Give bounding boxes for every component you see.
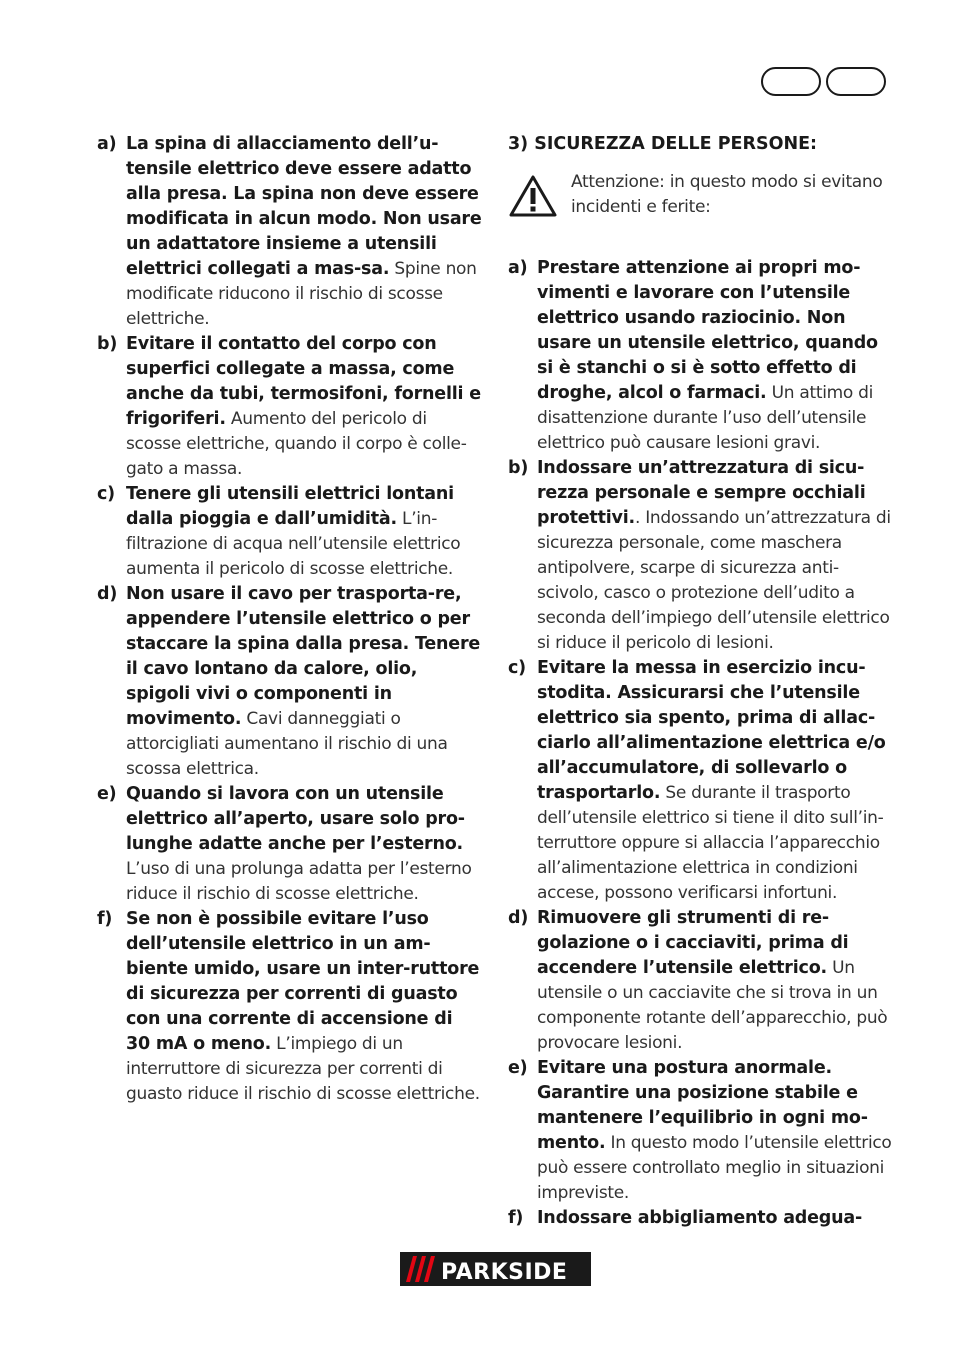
item-explanation: . Indossando un’attrezzatura di sicurezza personale, come maschera antipolvere, scarpe di sicurezza anti-scivolo, casco o protezione dell’udito a seconda dell’impiego dell’utensile elettrico si riduce il pericolo di lesioni. (537, 508, 891, 653)
brand-wordmark: PARKSIDE (441, 1260, 568, 1285)
language-tab[interactable] (826, 67, 886, 96)
item-explanation: Spine non modificate riducono il rischio di scosse elettriche. (126, 259, 477, 329)
list-item (97, 132, 482, 332)
list-item (508, 1056, 893, 1206)
list-item (97, 582, 482, 782)
item-explanation: Cavi danneggiati o attorcigliati aumentano il rischio di una scossa elettrica. (126, 709, 448, 779)
item-label: c) (508, 658, 526, 678)
warning-note (508, 170, 893, 230)
item-instruction: La spina di allacciamento dell’u-tensile elettrico deve essere adatto alla presa. La spina non deve essere modificata in alcun modo. Non usare un adattatore insieme a utensili elettrici collegati a mas-sa. (126, 134, 482, 279)
list-item (508, 656, 893, 906)
list-item (97, 332, 482, 482)
item-instruction: Rimuovere gli strumenti di re-golazione o i cacciaviti, prima di accendere l’utensile elettrico. (537, 908, 849, 978)
item-label: b) (508, 458, 529, 478)
item-label: e) (508, 1058, 528, 1078)
language-tab[interactable] (761, 67, 821, 96)
list-item (97, 782, 482, 907)
item-label: e) (97, 784, 117, 804)
item-instruction: Non usare il cavo per trasporta-re, appendere l’utensile elettrico o per staccare la spina dalla presa. Tenere il cavo lontano da calore, olio, spigoli vivi o componenti in movimento. (126, 584, 481, 729)
item-explanation: Un attimo di disattenzione durante l’uso dell’utensile elettrico può causare lesioni gravi. (537, 383, 873, 453)
warning-triangle-icon (508, 174, 558, 218)
item-instruction: Evitare una postura anormale. Garantire una posizione stabile e mantenere l’equilibrio in ogni mo-mento. (537, 1058, 868, 1153)
right-column (508, 132, 893, 1231)
item-instruction: Evitare la messa in esercizio incu-stodita. Assicurarsi che l’utensile elettrico sia spento, prima di allac-ciarlo all’alimentazione elettrica e/o all’accumulatore, di sollevarlo o trasportarlo. (537, 658, 886, 803)
item-label: f) (508, 1208, 524, 1228)
item-instruction: Evitare il contatto del corpo con superfici collegate a massa, come anche da tubi, termosifoni, fornelli e frigoriferi. (126, 334, 481, 429)
item-instruction: Prestare attenzione ai propri mo-vimenti e lavorare con l’utensile elettrico usando raziocinio. Non usare un utensile elettrico, quando si è stanchi o si è sotto effetto di droghe, alcol o farmaci. (537, 258, 878, 403)
list-item (97, 907, 482, 1107)
list-item (508, 256, 893, 456)
item-explanation: L’in-filtrazione di acqua nell’utensile elettrico aumenta il pericolo di scosse elettriche. (126, 509, 461, 579)
item-label: a) (97, 134, 117, 154)
item-label: f) (97, 909, 113, 929)
item-instruction: Indossare abbigliamento adegua- (537, 1208, 863, 1228)
list-item (508, 456, 893, 656)
item-instruction: Tenere gli utensili elettrici lontani dalla pioggia e dall’umidità. (126, 484, 454, 529)
warning-text: Attenzione: in questo modo si evitano incidenti e ferite: (571, 172, 883, 217)
item-explanation: In questo modo l’utensile elettrico può essere controllato meglio in situazioni impreviste. (537, 1133, 892, 1203)
item-label: b) (97, 334, 118, 354)
item-instruction: Quando si lavora con un utensile elettrico all’aperto, usare solo pro-lunghe adatte anche per l’esterno. (126, 784, 465, 854)
left-column (97, 132, 482, 1107)
item-label: c) (97, 484, 115, 504)
language-tabs (761, 67, 888, 98)
item-explanation: Aumento del pericolo di scosse elettriche, quando il corpo è colle-gato a massa. (126, 409, 467, 479)
item-label: d) (508, 908, 529, 928)
item-instruction: Indossare un’attrezzatura di sicu-rezza personale e sempre occhiali protettivi. (537, 458, 866, 528)
item-label: d) (97, 584, 118, 604)
item-explanation: Un utensile o un cacciavite che si trova in un componente rotante dell’apparecchio, può provocare lesioni. (537, 958, 888, 1053)
item-explanation: L’uso di una prolunga adatta per l’esterno riduce il rischio di scosse elettriche. (126, 859, 472, 904)
section-title: 3) SICUREZZA DELLE PERSONE: (508, 134, 818, 154)
item-label: a) (508, 258, 528, 278)
parkside-logo (400, 1252, 591, 1286)
item-instruction: Se non è possibile evitare l’uso dell’utensile elettrico in un am-biente umido, usare un inter-ruttore di sicurezza per correnti di guasto con una corrente di accensione di 30 mA o meno. (126, 909, 480, 1054)
item-explanation: Se durante il trasporto dell’utensile elettrico si tiene il dito sull’in-terruttore oppure si allaccia l’apparecchio all’alimentazione elettrica in condizioni accese, possono verificarsi infortuni. (537, 783, 884, 903)
item-explanation: L’impiego di un interruttore di sicurezza per correnti di guasto riduce il rischio di scosse elettriche. (126, 1034, 480, 1104)
list-item (97, 482, 482, 582)
list-item (508, 906, 893, 1056)
list-item (508, 1206, 893, 1231)
